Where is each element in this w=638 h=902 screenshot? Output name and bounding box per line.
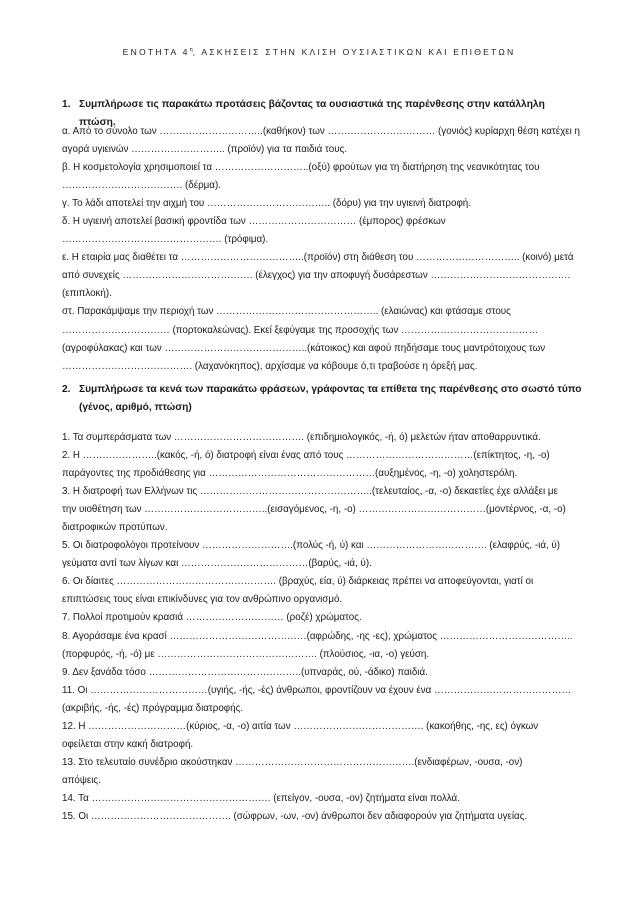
exercise-2-line: (πορφυρός, -ή, -ό) με …………………………………………. (πλούσιος, -ια, -ο) γεύση. xyxy=(62,648,430,660)
exercise-1-line: …………………………… (πορτοκαλεώνας). Εκεί ξεφύγαμε της προσοχής των …………………………………… xyxy=(62,324,539,336)
exercise-1-line: δ. Η υγιεινή αποτελεί βασική φροντίδα των …………………………… (έμπορος) φρέσκων xyxy=(62,216,446,228)
exercise-2-line: 2. Η …………………..(κακός, -ή, ό) διατροφή είναι ένας από τους …………………………………(επίκτητος, -η, -ο) xyxy=(62,450,550,462)
exercise-2-line: οφείλεται στην κακή διατροφή. xyxy=(62,738,194,750)
exercise-1-line: …………………………………………. (τρόφιμα). xyxy=(62,234,269,246)
exercise-1-line: (επιπλοκή). xyxy=(62,288,112,300)
exercise-1-line: ………………………………. (δέρμα). xyxy=(62,180,221,192)
exercise-1-line: στ. Παρακάμψαμε την περιοχή των ………………………………………….. (ελαιώνας) και φτάσαμε στους xyxy=(62,306,511,318)
exercise-2-line: 7. Πολλοί προτιμούν κρασιά ………………………… (ροζέ) χρώματος. xyxy=(62,612,362,624)
exercise-1-line: α. Από το σύνολο των …………………………..(καθήκον) των …………………………… (γονιός) κυρίαρχη θέση κατέχει η xyxy=(62,126,580,137)
exercise-2-line: 1. Τα συμπεράσματα των …………………………………. (επιδημιολογικός, -ή, ό) μελετών ήταν αποθαρρυντικά. xyxy=(62,432,541,443)
exercise-2-line: διατροφικών προτύπων. xyxy=(62,522,168,534)
title-main: ΕΝΟΤΗΤΑ 4 xyxy=(122,47,190,57)
title-superscript: η xyxy=(189,47,193,54)
exercise-1-line: γ. Το λάδι αποτελεί την αιχμή του ……………………………….. (δόρυ) για την υγιεινή διατροφή. xyxy=(62,198,471,210)
title-rest: , ΑΣΚΗΣΕΙΣ ΣΤΗΝ ΚΛΙΣΗ ΟΥΣΙΑΣΤΙΚΩΝ ΚΑΙ ΕΠΙΘΕΤΩΝ xyxy=(192,47,516,57)
exercise-2-line: απόψεις. xyxy=(62,774,101,786)
exercise-1-instruction: Συμπλήρωσε τις παρακάτω προτάσεις βάζοντας τα ουσιαστικά της παρένθεσης στην κατάλληλη πτώση. xyxy=(79,99,545,128)
exercise-1-number: 1. xyxy=(62,99,71,110)
exercise-2-line: (ακριβής, -ής, -ές) πρόγραμμα διατροφής. xyxy=(62,702,244,714)
exercise-2-number: 2. xyxy=(62,384,71,395)
exercise-2-line: 13. Στο τελευταίο συνέδριο ακούστηκαν ……………………………………………….(ενδιαφέρων, -ουσα, -ον) xyxy=(62,756,523,768)
exercise-2-line: παράγοντες της προδιάθεσης για ……………………………………………(αυξημένος, -η, -ο) χοληστερόλη. xyxy=(62,468,518,480)
exercise-2-line: 3. Η διατροφή των Ελλήνων τις ……………………………………………..(τελευταίος, -α, -ο) δεκαετίες έχε αλλάξει με xyxy=(62,486,558,498)
exercise-1-line: αγορά υγιεινών ……………………….. (προϊόν) για τα παιδιά τους. xyxy=(62,144,348,156)
exercise-2-instruction: Συμπλήρωσε τα κενά των παρακάτω φράσεων, γράφοντας τα επίθετα της παρένθεσης στο σωστό τύπο (γένος, αριθμό, πτώση) xyxy=(79,384,582,413)
exercise-2-line: 14. Τα ………………………………………………. (επείγον, -ουσα, -ον) ζητήματα είναι πολλά. xyxy=(62,792,460,804)
exercise-1-line: …………………………………. (λαχανόκηπος), αρχίσαμε να κόβουμε ό,τι τραβούσε η όρεξή μας. xyxy=(62,360,478,372)
exercise-2-line: 6. Οι δίαιτες …………………………………………. (βραχύς, εία, ύ) διάρκειας πρέπει να αποφεύγονται, γιατί οι xyxy=(62,576,534,588)
exercise-1-line: (αγροφύλακας) και των ……………………………………..(κάτοικος) και αφού πηδήσαμε τους μαντρότοιχους των xyxy=(62,342,546,354)
exercise-2-line: 11. Οι ………………………………(υγιής, -ής, -ές) άνθρωποι, φροντίζουν να έχουν ένα …………………………………… xyxy=(62,684,572,696)
exercise-2-body xyxy=(62,429,582,826)
page-title xyxy=(0,47,638,57)
exercise-1-line: β. Η κοσμετολογία χρησιμοποιεί τα ………………………..(οξύ) φρούτων για τη διατήρηση της νεανικότητας του xyxy=(62,162,540,174)
exercise-1-line: από συνεχείς …………………………………. (έλεγχος) για την αποφυγή δυσάρεστων ……………………………………. xyxy=(62,270,571,282)
exercise-2-line: 15. Οι ……………………………………. (σώφρων, -ων, -ον) άνθρωποι δεν αδιαφορούν για ζητήματα υγείας. xyxy=(62,810,528,822)
exercise-1-body xyxy=(62,123,582,376)
exercise-2-line: επιπτώσεις τους είναι επικίνδυνες για τον ανθρώπινο οργανισμό. xyxy=(62,594,343,606)
exercise-2-line: 8. Αγοράσαμε ένα κρασί ……………………………………(αφρώδης, -ης -ες), χρώματος ………………………………….. xyxy=(62,630,573,642)
exercise-2-line: 12. Η …………………………(κύριος, -α, -ο) αιτία των …………………………………. (κακοήθης, -ης, ες) όγκων xyxy=(62,720,539,732)
exercise-2-heading xyxy=(62,381,582,417)
exercise-2-line: 9. Δεν ξανάδα τόσο ………………………………………..(υπναράς, ού, -άδικο) παιδιά. xyxy=(62,666,428,678)
exercise-1-line: ε. Η εταιρία μας διαθέτει τα ………………………………..(προϊόν) στη διάθεση του ………………………….. (κοινό) μετά xyxy=(62,252,574,264)
exercise-2-line: 5. Οι διατροφολόγοι προτείνουν ……………………….(πολύς -ή, ύ) και ………………………………. (ελαφρύς, -ιά, ύ) xyxy=(62,540,561,552)
exercise-2-line: γεύματα αντί των λίγων και …………………………………(βαρύς, -ιά, ύ). xyxy=(62,558,372,570)
exercise-2-line: την υιοθέτηση των ………………………………..(εισαγόμενος, -η, -ο) …………………………………(μοντέρνος, -α, -ο) xyxy=(62,504,566,516)
